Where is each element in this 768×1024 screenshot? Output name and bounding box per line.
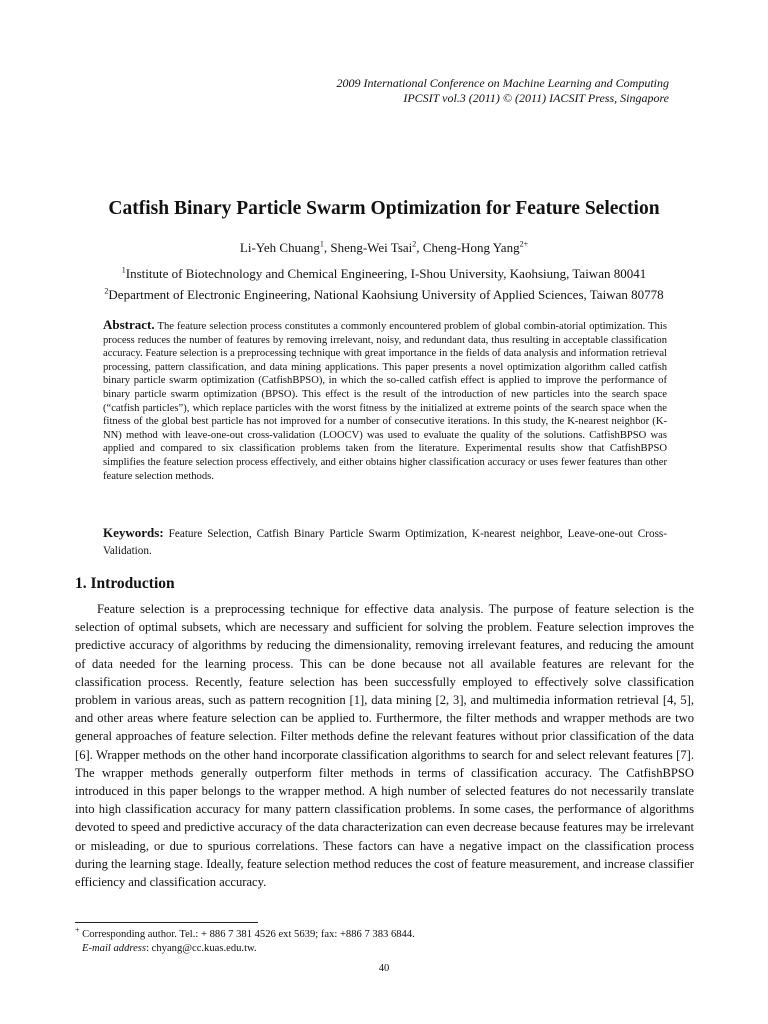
introduction-paragraph: Feature selection is a preprocessing technique for effective data analysis. The purpose of feature selection is the selection of optimal subsets, which are necessary and sufficient for solving the problem. Feature selection improves the predictive accuracy of algorithms by reducing the dimensionality, removing irrelevant features, and reducing the amount of data needed for the learning process. This can be done because not all available features are relevant for the classification process. Recently, feature selection has been successfully employed to effectively solve classification problem in various areas, such as pattern recognition [1], data mining [2, 3], and multimedia information retrieval [4, 5], and other areas where feature selection can be applied to. Furthermore, the filter methods and wrapper methods are two general approaches of feature selection. Filter methods define the relevant features without prior classification of the data [6]. Wrapper methods on the other hand incorporate classification algorithms to search for and select relevant features [7]. The wrapper methods generally outperform filter methods in terms of classification accuracy. The CatfishBPSO introduced in this paper belongs to the wrapper method. A high number of selected features do not necessarily translate into high classification accuracy for many pattern classification problems. In some cases, the performance of algorithms devoted to speed and predictive accuracy of the data characterization can even decrease because features may be irrelevant or misleading, or due to spurious correlations. These factors can have a negative impact on the classification process during the learning stage. Ideally, feature selection method reduces the cost of feature measurement, and increase classifier efficiency and classification accuracy. xyxy=(75,602,694,890)
affiliation-mark: 2 xyxy=(104,286,109,296)
author-name: Cheng-Hong Yang xyxy=(422,240,520,255)
keywords xyxy=(103,524,667,560)
affiliation-text: Department of Electronic Engineering, National Kaohsiung University of Applied Sciences, Taiwan 80778 xyxy=(108,287,664,302)
keywords-text: Feature Selection, Catfish Binary Particle Swarm Optimization, K-nearest neighbor, Leave-one-out Cross-Validation. xyxy=(103,528,668,557)
footnote-corresponding-author xyxy=(75,925,675,942)
page-number: 40 xyxy=(378,963,390,974)
author-affiliation-mark: 2 xyxy=(412,239,417,249)
author-affiliation-mark: 1 xyxy=(319,239,324,249)
author-separator: , xyxy=(416,240,423,255)
author-list xyxy=(0,240,768,256)
section-heading-introduction: 1. Introduction xyxy=(75,575,175,592)
abstract-text: The feature selection process constitutes a commonly encountered problem of global combin-atorial optimization. This process reduces the number of features by removing irrelevant, noisy, and redundant data, thus resulting in acceptable classification accuracy. Feature selection is a preprocessing technique with great importance in the fields of data analysis and information retrieval processing, pattern classification, and data mining applications. This paper presents a novel optimization algorithm called catfish binary particle swarm optimization (CatfishBPSO), in which the so-called catfish effect is applied to improve the performance of binary particle swarm optimization (BPSO). This effect is the result of the introduction of new particles into the search space (“catfish particles”), which replace particles with the worst fitness by the initialized at extreme points of the search space when the fitness of the global best particle has not improved for a number of consecutive iterations. In this study, the K-nearest neighbor (K-NN) method with leave-one-out cross-validation (LOOCV) was used to evaluate the quality of the solutions. CatfishBPSO was applied and compared to six classification problems taken from the literature. Experimental results show that CatfishBPSO simplifies the feature selection process effectively, and either obtains higher classification accuracy or uses fewer features than other feature selection methods. xyxy=(103,321,667,482)
author-name: Sheng-Wei Tsai xyxy=(330,240,413,255)
abstract xyxy=(103,318,667,483)
affiliation-text: Institute of Biotechnology and Chemical Engineering, I-Shou University, Kaohsiung, Taiwan 80041 xyxy=(125,266,647,281)
author-name: Li-Yeh Chuang xyxy=(239,240,320,255)
author-affiliation-mark: 2+ xyxy=(519,239,529,249)
footnote-divider xyxy=(75,922,258,923)
footnote-mark: + xyxy=(75,925,80,935)
author-separator: , xyxy=(323,240,331,255)
affiliation-2 xyxy=(0,287,768,303)
publisher-line: IPCSIT vol.3 (2011) © (2011) IACSIT Press, Singapore xyxy=(403,91,669,105)
conference-header xyxy=(336,76,669,106)
footnote-email-label: E-mail address xyxy=(82,943,147,954)
keywords-label: Keywords: xyxy=(103,525,164,540)
abstract-label: Abstract. xyxy=(103,317,155,332)
affiliation-mark: 1 xyxy=(121,265,126,275)
paper-title: Catfish Binary Particle Swarm Optimization for Feature Selection xyxy=(108,198,660,219)
footnote-email xyxy=(75,942,675,956)
footnote-email-value: : chyang@cc.kuas.edu.tw. xyxy=(146,943,257,954)
conference-line: 2009 International Conference on Machine Learning and Computing xyxy=(336,76,669,90)
footnote-line-1: Corresponding author. Tel.: + 886 7 381 4526 ext 5639; fax: +886 7 383 6844. xyxy=(82,929,415,940)
affiliation-1 xyxy=(0,266,768,282)
footnote xyxy=(75,925,675,956)
